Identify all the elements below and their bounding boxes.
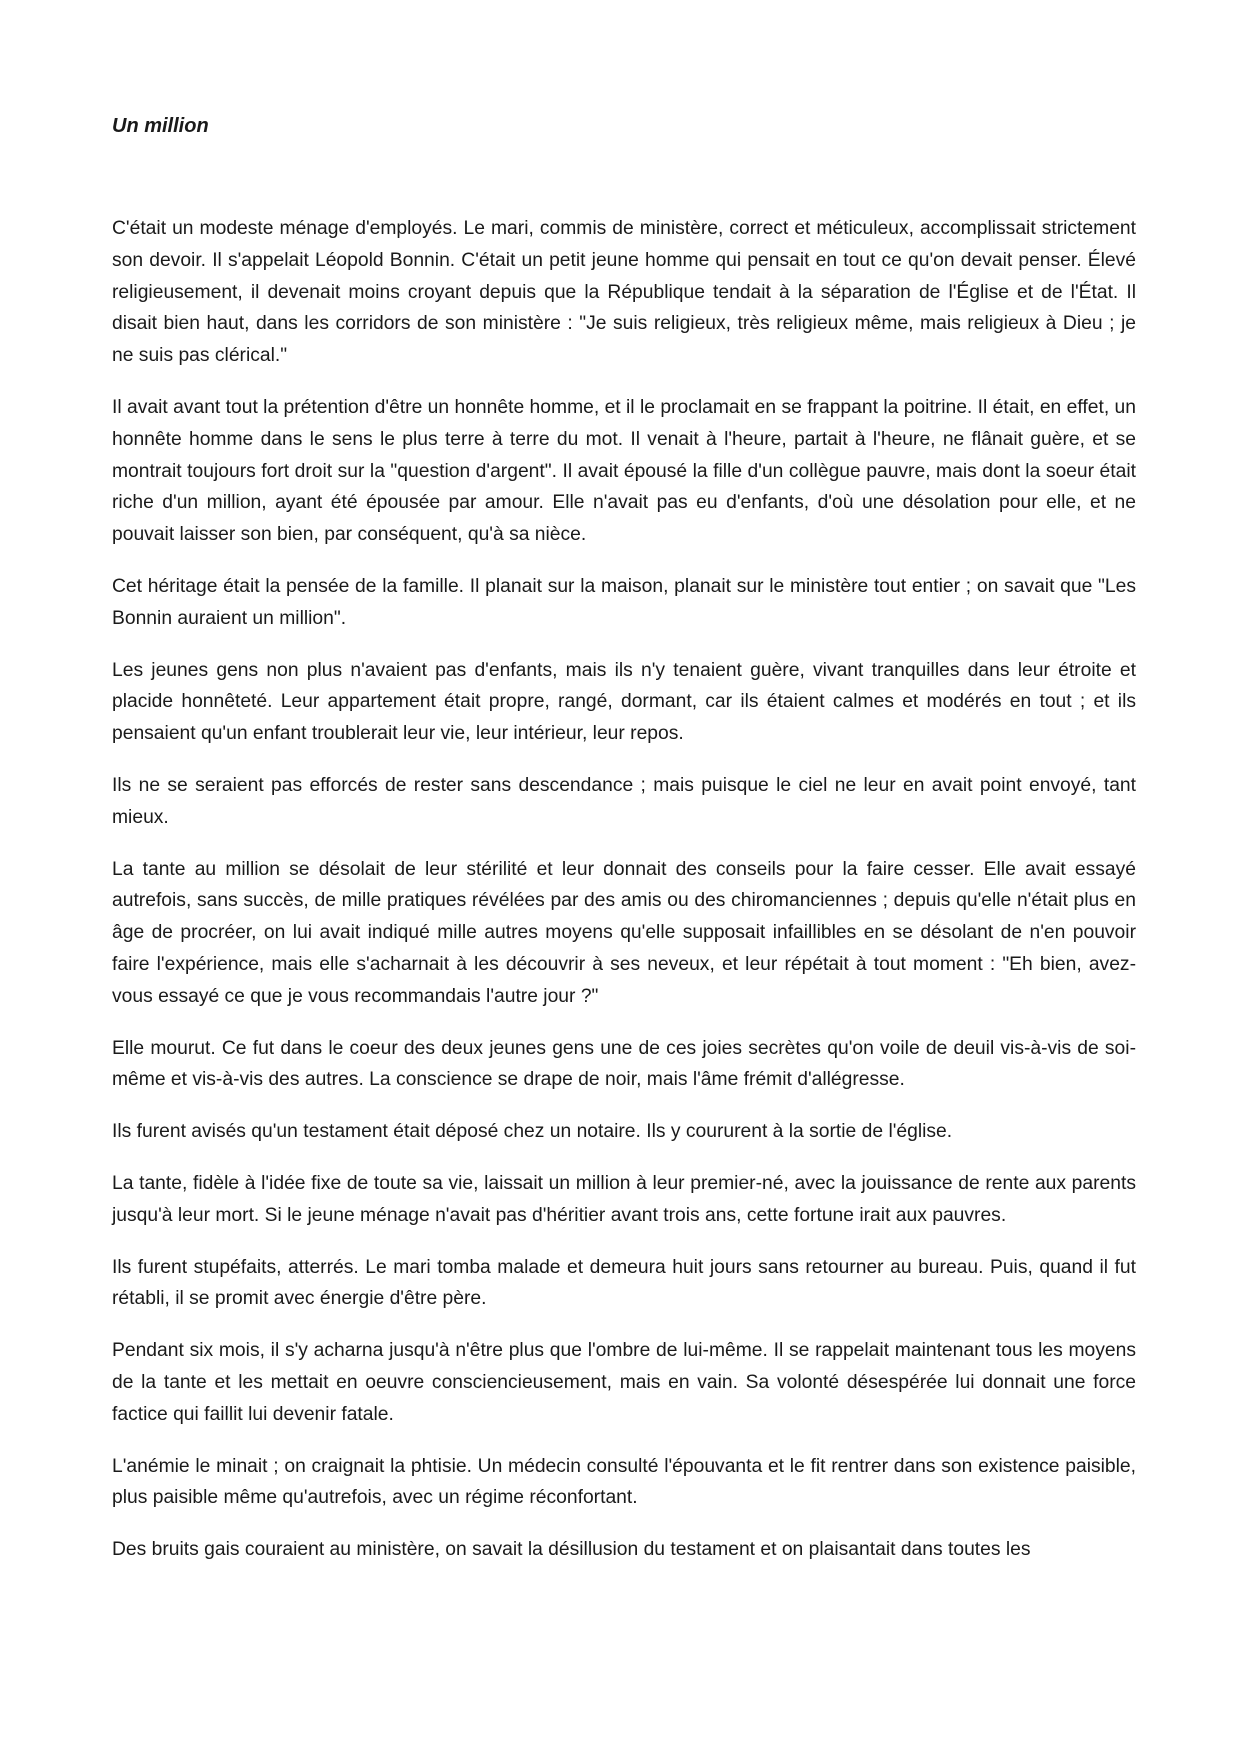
paragraph: Elle mourut. Ce fut dans le coeur des deux jeunes gens une de ces joies secrètes qu'on voile de deuil vis-à-vis de soi-même et vis-à-vis des autres. La conscience se drape de noir, mais l'âme frémit d'allégresse. [112, 1037, 1136, 1091]
paragraph: La tante au million se désolait de leur stérilité et leur donnait des conseils pour la faire cesser. Elle avait essayé autrefois, sans succès, de mille pratiques révélées par des amis ou des chiromanciennes ; depuis qu'elle n'était plus en âge de procréer, on lui avait indiqué mille autres moyens qu'elle supposait infaillibles en se désolant de n'en pouvoir faire l'expérience, mais elle s'acharnait à les découvrir à ses neveux, et leur répétait à tout moment : "Eh bien, avez-vous essayé ce que je vous recommandais l'autre jour ?" [112, 858, 1136, 1007]
paragraph: Les jeunes gens non plus n'avaient pas d'enfants, mais ils n'y tenaient guère, vivant tranquilles dans leur étroite et placide honnêteté. Leur appartement était propre, rangé, dormant, car ils étaient calmes et modérés en tout ; et ils pensaient qu'un enfant troublerait leur vie, leur intérieur, leur repos. [112, 659, 1136, 745]
paragraph: L'anémie le minait ; on craignait la phtisie. Un médecin consulté l'épouvanta et le fit rentrer dans son existence paisible, plus paisible même qu'autrefois, avec un régime réconfortant. [112, 1455, 1136, 1509]
document-page [112, 0, 1136, 1755]
paragraph: Pendant six mois, il s'y acharna jusqu'à n'être plus que l'ombre de lui-même. Il se rappelait maintenant tous les moyens de la tante et les mettait en oeuvre consciencieusement, mais en vain. Sa volonté désespérée lui donnait une force factice qui faillit lui devenir fatale. [112, 1340, 1136, 1425]
paragraph: Il avait avant tout la prétention d'être un honnête homme, et il le proclamait en se frappant la poitrine. Il était, en effet, un honnête homme dans le sens le plus terre à terre du mot. Il venait à l'heure, partait à l'heure, ne flânait guère, et se montrait toujours fort droit sur la "question d'argent". Il avait épousé la fille d'un collègue pauvre, mais dont la soeur était riche d'un million, ayant été épousée par amour. Elle n'avait pas eu d'enfants, d'où une désolation pour elle, et ne pouvait laisser son bien, par conséquent, qu'à sa nièce. [112, 396, 1136, 546]
paragraph: Ils ne se seraient pas efforcés de rester sans descendance ; mais puisque le ciel ne leur en avait point envoyé, tant mieux. [112, 774, 1136, 828]
paragraph-continued: Des bruits gais couraient au ministère, on savait la désillusion du testament et on plaisantait dans toutes les [112, 1539, 1031, 1561]
paragraph: Ils furent stupéfaits, atterrés. Le mari tomba malade et demeura huit jours sans retourner au bureau. Puis, quand il fut rétabli, il se promit avec énergie d'être père. [112, 1256, 1136, 1310]
document-body [112, 213, 1136, 1586]
paragraph: Cet héritage était la pensée de la famille. Il planait sur la maison, planait sur le ministère tout entier ; on savait que "Les Bonnin auraient un million". [112, 575, 1136, 629]
document-title: Un million [112, 115, 209, 137]
paragraph: Ils furent avisés qu'un testament était déposé chez un notaire. Ils y coururent à la sortie de l'église. [112, 1121, 953, 1143]
paragraph: C'était un modeste ménage d'employés. Le mari, commis de ministère, correct et méticuleux, accomplissait strictement son devoir. Il s'appelait Léopold Bonnin. C'était un petit jeune homme qui pensait en tout ce qu'on devait penser. Élevé religieusement, il devenait moins croyant depuis que la République tendait à la séparation de l'Église et de l'État. Il disait bien haut, dans les corridors de son ministère : "Je suis religieux, très religieux même, mais religieux à Dieu ; je ne suis pas clérical." [112, 218, 1136, 367]
paragraph: La tante, fidèle à l'idée fixe de toute sa vie, laissait un million à leur premier-né, avec la jouissance de rente aux parents jusqu'à leur mort. Si le jeune ménage n'avait pas d'héritier avant trois ans, cette fortune irait aux pauvres. [112, 1172, 1136, 1226]
